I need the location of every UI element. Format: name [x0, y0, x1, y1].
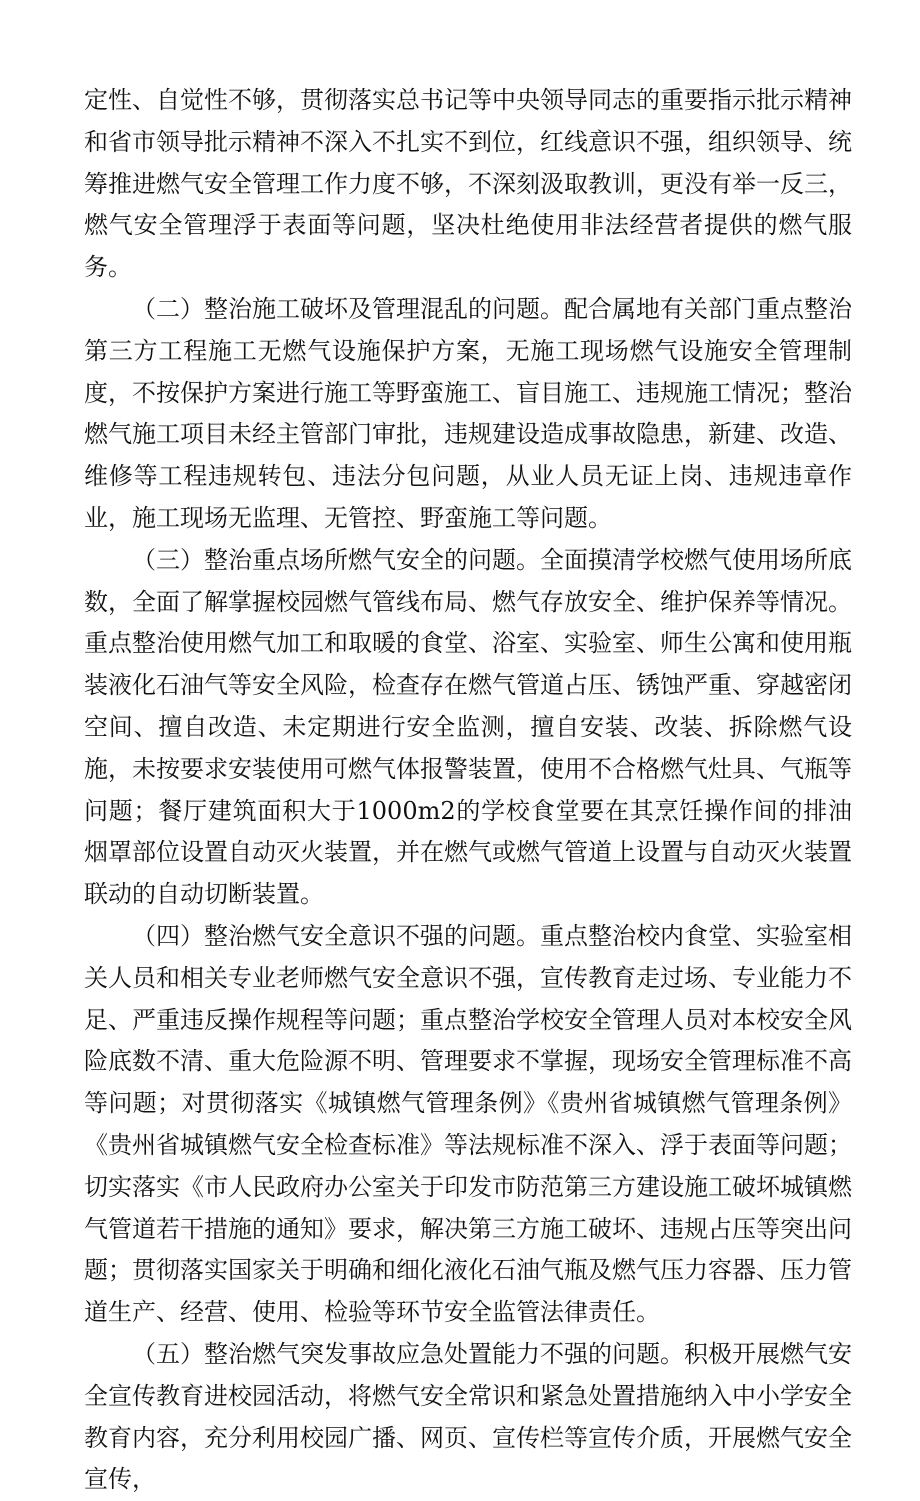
paragraph-section-3: （三）整治重点场所燃气安全的问题。全面摸清学校燃气使用场所底数，全面了解掌握校园燃气管线布局、燃气存放安全、维护保养等情况。重点整治使用燃气加工和取暖的食堂、浴室、实验室、师生公寓和使用瓶装液化石油气等安全风险，检查存在燃气管道占压、锈蚀严重、穿越密闭空间、擅自改造、未定期进行安全监测，擅自安装、改装、拆除燃气设施，未按要求安装使用可燃气体报警装置，使用不合格燃气灶具、气瓶等问题；餐厅建筑面积大于1000m2的学校食堂要在其烹饪操作间的排油烟罩部位设置自动灭火装置，并在燃气或燃气管道上设置与自动灭火装置联动的自动切断装置。 [84, 545, 852, 909]
document-body [84, 80, 852, 1501]
paragraph-section-5: （五）整治燃气突发事故应急处置能力不强的问题。积极开展燃气安全宣传教育进校园活动，将燃气安全常识和紧急处置措施纳入中小学安全教育内容，充分利用校园广播、网页、宣传栏等宣传介质，开展燃气安全宣传， [84, 1339, 852, 1494]
paragraph-section-4: （四）整治燃气安全意识不强的问题。重点整治校内食堂、实验室相关人员和相关专业老师燃气安全意识不强，宣传教育走过场、专业能力不足、严重违反操作规程等问题；重点整治学校安全管理人员对本校安全风险底数不清、重大危险源不明、管理要求不掌握，现场安全管理标准不高等问题；对贯彻落实《城镇燃气管理条例》《贵州省城镇燃气管理条例》《贵州省城镇燃气安全检查标准》等法规标准不深入、浮于表面等问题；切实落实《市人民政府办公室关于印发市防范第三方建设施工破坏城镇燃气管道若干措施的通知》要求，解决第三方施工破坏、违规占压等突出问题；贯彻落实国家关于明确和细化液化石油气瓶及燃气压力容器、压力管道生产、经营、使用、检验等环节安全监管法律责任。 [84, 921, 852, 1327]
paragraph-continuation: 定性、自觉性不够，贯彻落实总书记等中央领导同志的重要指示批示精神和省市领导批示精神不深入不扎实不到位，红线意识不强，组织领导、统筹推进燃气安全管理工作力度不够，不深刻汲取教训，更没有举一反三，燃气安全管理浮于表面等问题，坚决杜绝使用非法经营者提供的燃气服务。 [84, 86, 852, 282]
paragraph-section-2: （二）整治施工破坏及管理混乱的问题。配合属地有关部门重点整治第三方工程施工无燃气设施保护方案，无施工现场燃气设施安全管理制度，不按保护方案进行施工等野蛮施工、盲目施工、违规施工情况；整治燃气施工项目未经主管部门审批，违规建设造成事故隐患，新建、改造、维修等工程违规转包、违法分包问题，从业人员无证上岗、违规违章作业，施工现场无监理、无管控、野蛮施工等问题。 [84, 294, 852, 532]
